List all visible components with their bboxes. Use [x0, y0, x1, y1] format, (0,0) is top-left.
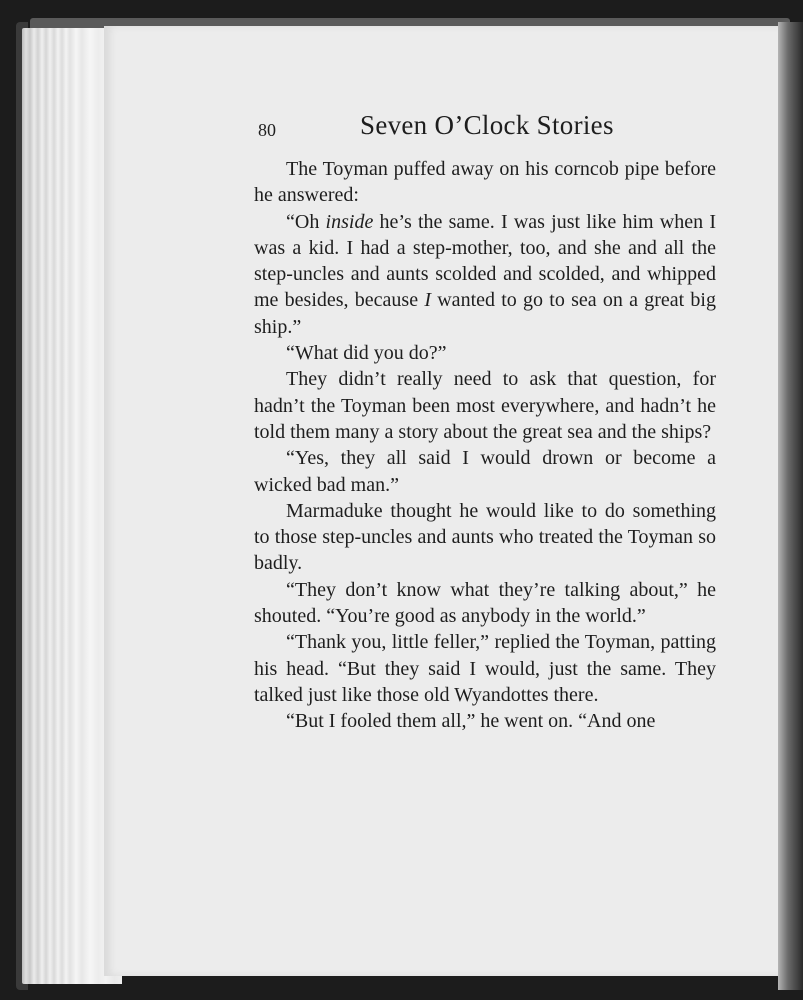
paragraph: The Toyman puffed away on his corncob pipe before he answered: — [254, 158, 716, 207]
emphasis: I — [424, 289, 431, 312]
paragraph: Marmaduke thought he would like to do something to those step-uncles and aunts who treated the Toyman so badly. — [254, 499, 716, 575]
paragraph: “What did you do?” — [286, 342, 447, 365]
emphasis: inside — [325, 210, 374, 233]
page-header — [252, 110, 722, 150]
paragraph: “Yes, they all said I would drown or become a wicked bad man.” — [254, 447, 716, 496]
page-number: 80 — [258, 120, 276, 140]
running-head: Seven O’Clock Stories — [360, 110, 614, 140]
paragraph: “But I fooled them all,” he went on. “And one — [286, 710, 656, 733]
paragraph: “Oh inside he’s the same. I was just like him when I was a kid. I had a step-mother, too, and she and all the step-uncles and aunts scolded and scolded, and whipped me besides, because I wanted to go to sea on a great big ship.” — [254, 210, 716, 338]
paragraph: “Thank you, little feller,” replied the Toyman, patting his head. “But they said I would, just the same. They talked just like those old Wyandottes there. — [254, 631, 716, 706]
body-text — [254, 156, 716, 735]
paragraph: “They don’t know what they’re talking about,” he shouted. “You’re good as anybody in the world.” — [254, 578, 716, 628]
paragraph: They didn’t really need to ask that question, for hadn’t the Toyman been most everywhere, and hadn’t he told them many a story about the great sea and the ships? — [254, 368, 716, 443]
gutter-shadow — [778, 22, 803, 990]
